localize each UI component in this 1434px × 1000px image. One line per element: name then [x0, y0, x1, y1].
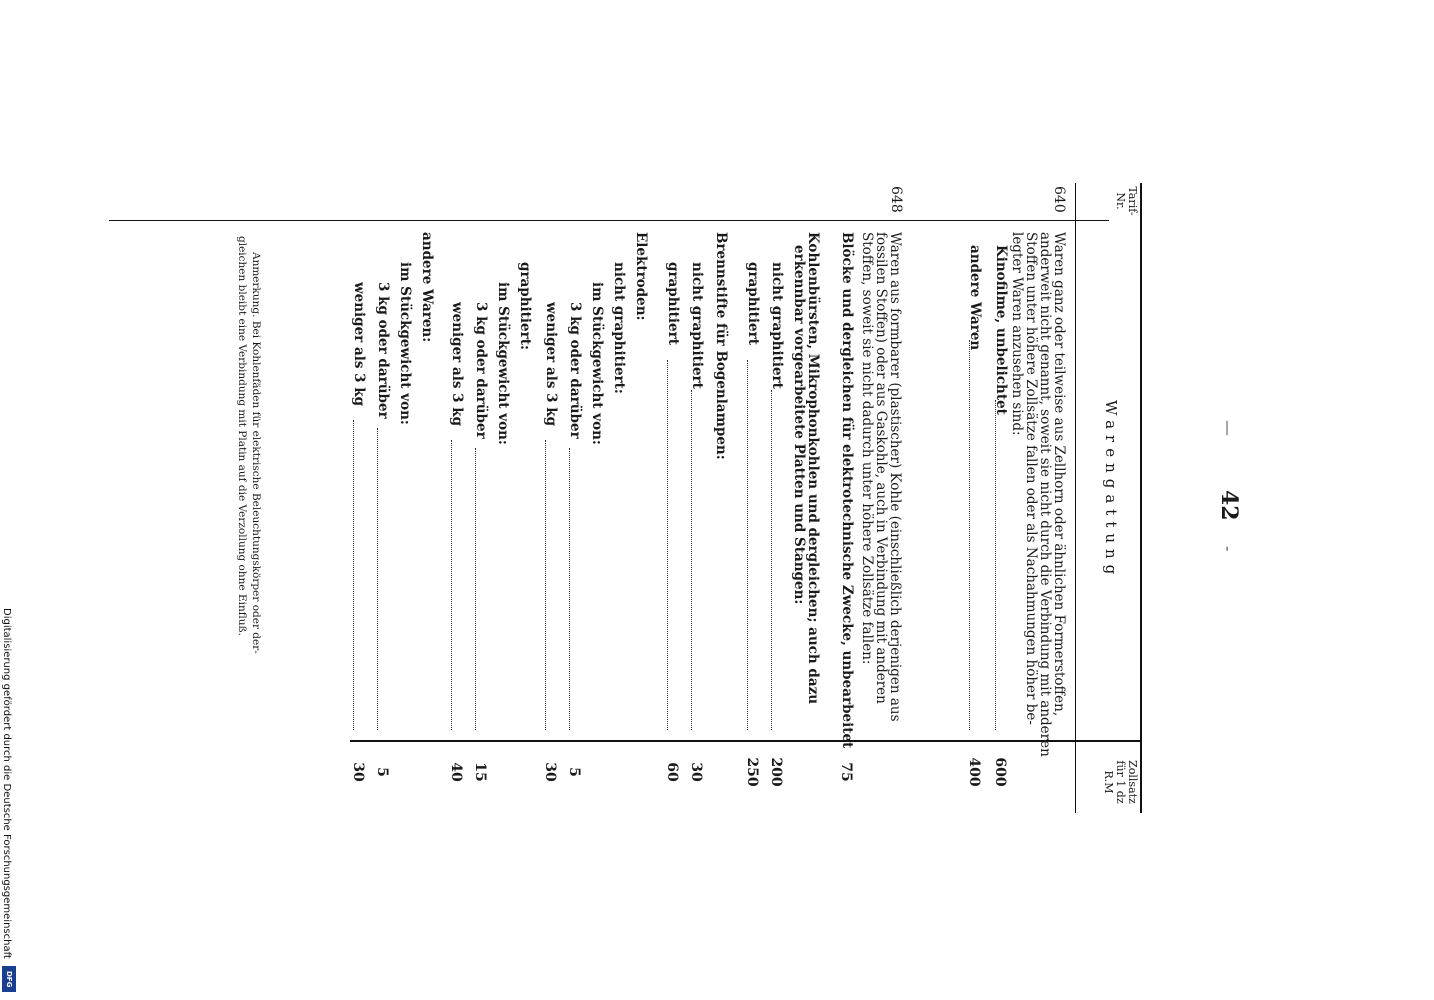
footnote-line-1: Anmerkung. Bei Kohlenfäden für elektrische Beleuchtungskörper oder der- [250, 252, 262, 654]
value-648-el-nicht-3kg: 5 [566, 767, 582, 777]
table-top-rule [1140, 183, 1142, 813]
entry-648-brenn-graph: graphitiert [665, 262, 681, 345]
entry-648-el-nicht-stueck: im Stückgewicht von: [589, 282, 605, 445]
leader-dots [545, 440, 546, 730]
value-648-brenn-nicht: 30 [688, 762, 704, 782]
tarif-number-640: 640 [1051, 186, 1067, 213]
header-zollsatz: Zollsatz für 1 dz R.M [1102, 760, 1139, 804]
entry-640-intro-4: legter Waren anzusehen sind: [1009, 232, 1025, 436]
entry-648-kohlen-1: Kohlenbürsten, Mikrophonkohlen und dergleichen; auch dazu [805, 232, 821, 705]
leader-dots [475, 448, 476, 730]
leader-dots [995, 400, 996, 730]
entry-648-el-nicht-weniger: weniger als 3 kg [543, 302, 559, 427]
entry-648-el-nicht: nicht graphitiert: [611, 262, 627, 394]
entry-648-intro-1: Waren aus formbarer (plastischer) Kohle (einschließlich derjenigen aus [887, 232, 903, 722]
table-header-rule [1075, 183, 1076, 813]
value-648-el-graph-weniger: 40 [448, 762, 464, 782]
entry-640-intro-2: anderweit nicht genannt, soweit sie nicht durch die Verbindung mit anderen [1037, 232, 1053, 757]
leader-dots [451, 440, 452, 730]
entry-640-kinofilme: Kinofilme, unbelichtet [993, 245, 1009, 415]
value-640-andere: 400 [966, 757, 982, 787]
tarif-column-rule [109, 220, 1109, 221]
value-648-kohlen-graph: 250 [744, 757, 760, 787]
entry-648-el-nicht-3kg: 3 kg oder darüber [567, 302, 583, 439]
entry-648-bloecke: Blöcke und dergleichen für elektrotechnische Zwecke, unbearbeitet [839, 232, 855, 749]
tarif-number-648: 648 [888, 186, 904, 213]
entry-648-kohlen-nicht: nicht graphitiert [769, 262, 785, 389]
entry-648-kohlen-2: erkennbar vorgearbeitete Platten und Stangen: [791, 245, 807, 605]
entry-648-brenn: Brennstifte für Bogenlampen: [713, 232, 729, 460]
leader-dots [569, 448, 570, 730]
leader-dots [771, 390, 772, 730]
entry-640-intro-1: Waren ganz oder teilweise aus Zellhorn oder ähnlichen Formerstoffen, [1051, 232, 1067, 717]
entry-648-andere-weniger: weniger als 3 kg [351, 282, 367, 407]
entry-648-el-graph: graphitiert: [517, 262, 533, 350]
entry-640-intro-3: Stoffen unter höhere Zollsätze fallen oder als Nachahmungen höher be- [1023, 232, 1039, 725]
entry-648-intro-3: Stoffen, soweit sie nicht dadurch unter höhere Zollsätze fallen: [859, 232, 875, 665]
value-648-kohlen-nicht: 200 [768, 757, 784, 787]
header-warengattung: Warengattung [1102, 400, 1120, 581]
value-640-kinofilme: 600 [992, 757, 1008, 787]
page-dash-left: — [1219, 420, 1238, 436]
value-648-el-nicht-weniger: 30 [542, 762, 558, 782]
header-tarif: Tarif- Nr. [1114, 186, 1139, 216]
leader-dots [969, 340, 970, 730]
value-648-bloecke: 75 [838, 762, 854, 782]
digitization-credit-text: Digitalisierung gefördert durch die Deutsche Forschungsgemeinschaft [1, 608, 12, 959]
leader-dots [691, 390, 692, 730]
page-number: 42 [1216, 490, 1242, 521]
leader-dots [747, 360, 748, 730]
dfg-logo: DFG [2, 966, 16, 992]
leader-dots [353, 420, 354, 730]
entry-648-el-graph-weniger: weniger als 3 kg [449, 302, 465, 427]
value-column-rule [350, 740, 1140, 742]
value-648-andere-weniger: 30 [350, 762, 366, 782]
entry-648-andere-stueck: im Stückgewicht von: [397, 262, 413, 425]
leader-dots [377, 428, 378, 730]
entry-648-kohlen-graph: graphitiert [745, 262, 761, 345]
value-648-brenn-graph: 60 [664, 762, 680, 782]
entry-648-andere: andere Waren: [419, 232, 435, 343]
entry-648-intro-2: fossilen Stoffen) oder aus Gaskohle, auch in Verbindung mit anderen [873, 232, 889, 704]
page-dash-right: - [1219, 546, 1238, 552]
footnote-line-2: gleichen bleibt eine Verbindung mit Platin auf die Verzollung ohne Einfluß. [236, 236, 248, 636]
entry-640-andere: andere Waren [967, 245, 983, 351]
value-648-el-graph-3kg: 15 [472, 762, 488, 782]
entry-648-el-graph-3kg: 3 kg oder darüber [473, 302, 489, 439]
entry-648-elektroden: Elektroden: [633, 232, 649, 321]
leader-dots [667, 360, 668, 730]
entry-648-andere-3kg: 3 kg oder darüber [375, 282, 391, 419]
entry-648-el-graph-stueck: im Stückgewicht von: [495, 282, 511, 445]
value-648-andere-3kg: 5 [374, 767, 390, 777]
entry-648-brenn-nicht: nicht graphitiert [689, 262, 705, 389]
